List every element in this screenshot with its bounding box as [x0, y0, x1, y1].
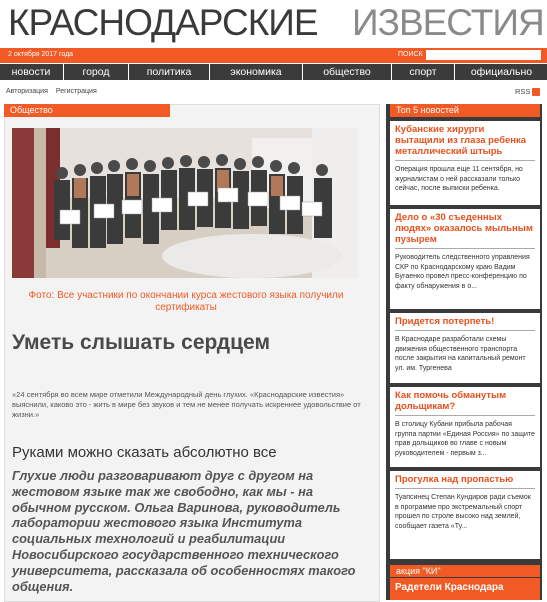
top-news-text: Операция прошла еще 11 сентября, но журналистам о ней рассказали только сейчас, после выписки ребенка.	[395, 166, 523, 192]
current-date: 2 октября 2017 года	[8, 51, 74, 58]
article-headline: Уметь слышать сердцем	[12, 331, 270, 354]
search-input[interactable]	[426, 50, 541, 60]
rss-icon	[532, 88, 540, 96]
article-body: Глухие люди разговаривают друг с другом на жестовом языке так же свободно, как мы - на обычном русском. Ольга Варинова, руководитель лаборатории жестового языка Института социальных технологий и реабилитации Новосибирского государственного технического университета, рассказала об особенностях такого общения.	[12, 468, 356, 594]
rss-link[interactable]	[515, 87, 540, 96]
rss-label: RSS	[515, 87, 531, 96]
search-label: ПОИСК	[398, 51, 423, 58]
top5-header: Топ 5 новостей	[390, 104, 540, 117]
article-subhead: Руками можно сказать абсолютно все	[12, 444, 277, 461]
top-news-title[interactable]: Придется потерпеть!	[395, 316, 495, 327]
top-news-text: Руководитель следственного управления СКР по Краснодарскому краю Вадим Бугаенко провел пресс-конференцию по факту обнаружения в о...	[395, 254, 530, 290]
promo-link[interactable]: Радетели Краснодара	[390, 578, 540, 600]
top-news-text: Туапсинец Степан Кундиров ради съемок в программе про экстремальный спорт прошел по строле высоко над землей, сообщает газета «Ту...	[395, 494, 531, 530]
logo-part-2: ИЗВЕСТИЯ	[352, 2, 544, 43]
top-news-item[interactable]	[390, 121, 540, 205]
nav-item-novosti[interactable]: новости	[11, 66, 51, 78]
top-news-title[interactable]: Кубанские хирурги вытащили из глаза ребенка металлический штырь	[395, 124, 527, 157]
site-logo[interactable]	[0, 0, 547, 48]
auth-links	[6, 88, 103, 95]
login-link[interactable]: Авторизация	[6, 88, 48, 95]
nav-item-sport[interactable]: спорт	[391, 64, 454, 80]
top-news-title[interactable]: Дело о «30 съеденных людях» оказалось мыльным пузырем	[395, 212, 533, 245]
promo-header: акция "КИ"	[390, 565, 540, 577]
article-photo	[12, 128, 358, 278]
register-link[interactable]: Регистрация	[55, 88, 97, 95]
logo-part-1: КРАСНОДАРСКИЕ	[8, 2, 318, 43]
top-news-title[interactable]: Прогулка над пропастью	[395, 474, 514, 485]
divider	[395, 248, 535, 249]
divider	[395, 415, 535, 416]
top-news-item[interactable]	[390, 387, 540, 467]
nav-item-ofitsialno[interactable]: официально	[454, 64, 547, 80]
top-news-item[interactable]	[390, 313, 540, 383]
top-news-title[interactable]: Как помочь обманутым дольщикам?	[395, 390, 507, 412]
nav-item-gorod[interactable]: город	[63, 64, 128, 80]
divider	[395, 160, 535, 161]
section-tab[interactable]: Общество	[4, 104, 170, 117]
date-search-bar	[0, 48, 547, 63]
divider	[395, 488, 535, 489]
top-news-text: В Краснодаре разработали схемы движения общественного транспорта после закрытия на капитальный ремонт ул. им. Тургенева	[395, 336, 526, 372]
divider	[395, 330, 535, 331]
top-news-item[interactable]	[390, 471, 540, 559]
article-lead: «24 сентября во всем мире отметили Международный день глухих. «Краснодарские известия» выяснили, каково это - жить в мире без звуков и тем не менее получать искреннее удовольствие от жизни.»	[12, 390, 361, 419]
main-nav	[0, 64, 547, 80]
top-news-item[interactable]	[390, 209, 540, 309]
top-news-text: В столицу Кубани прибыла рабочая группа партии «Единая Россия» по защите прав дольщиков во главе с новым руководителем - первым з...	[395, 421, 535, 457]
nav-item-politika[interactable]: политика	[128, 64, 209, 80]
nav-item-obshchestvo[interactable]: общество	[302, 64, 391, 80]
nav-item-ekonomika[interactable]: экономика	[209, 64, 302, 80]
photo-caption: Фото: Все участники по окончании курса жестового языка получили сертификаты	[28, 290, 344, 313]
